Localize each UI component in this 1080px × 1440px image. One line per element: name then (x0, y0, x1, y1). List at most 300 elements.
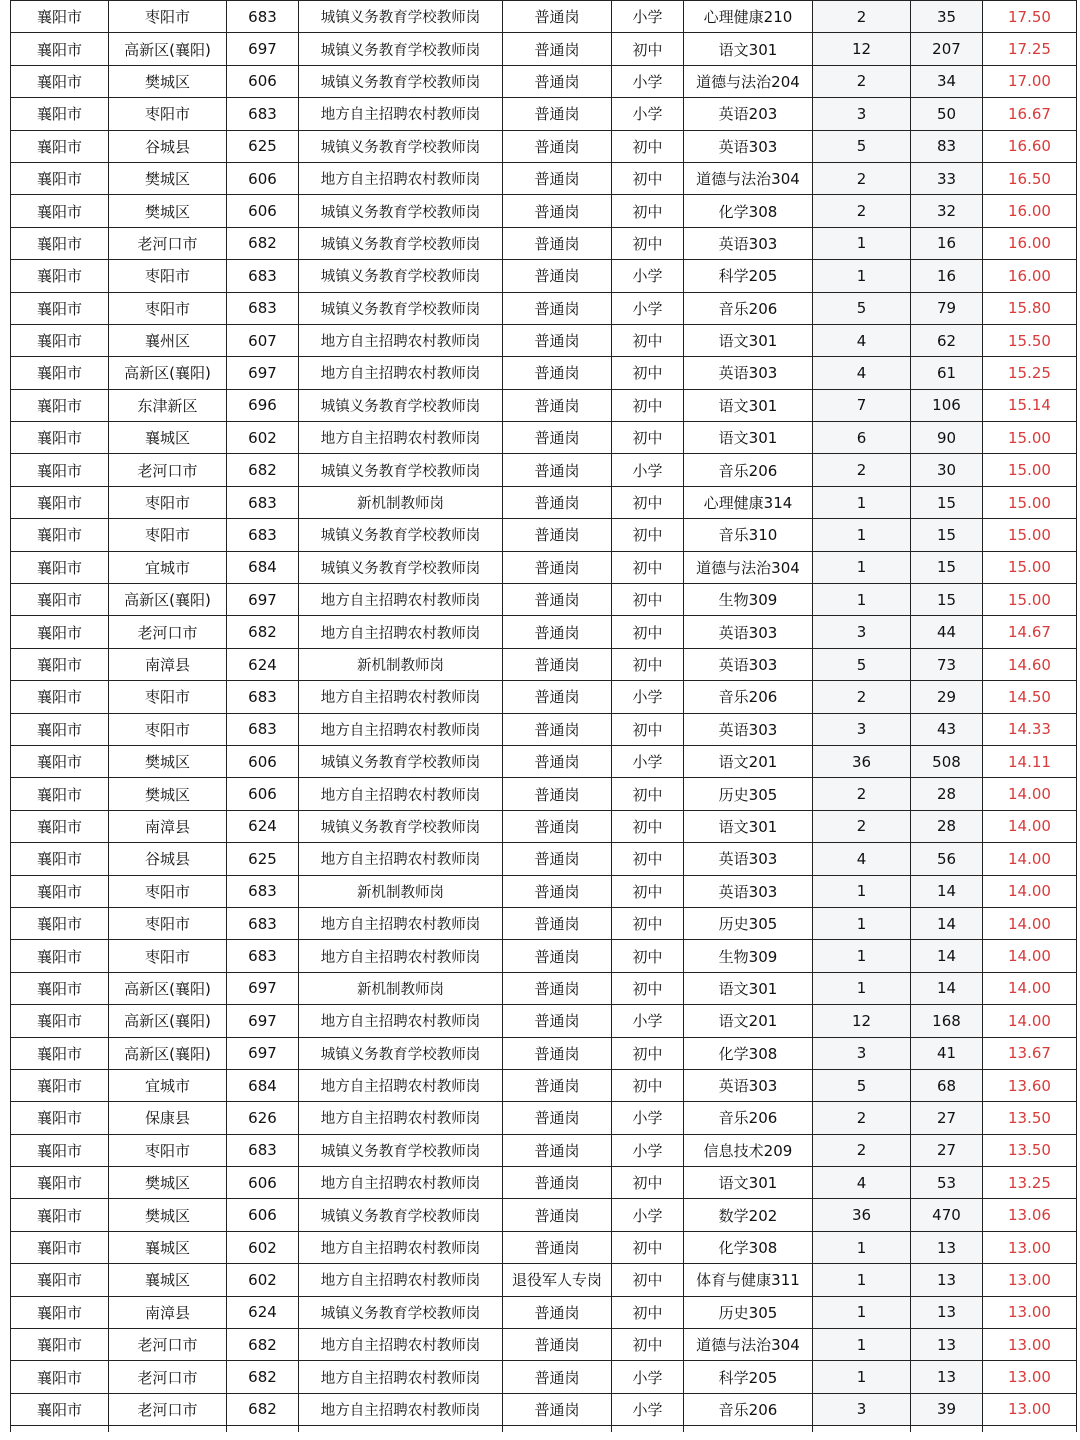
school-level-cell: 初中 (612, 1264, 684, 1296)
code-cell: 624 (227, 810, 299, 842)
code-cell: 683 (227, 1134, 299, 1166)
applicants-cell: 16 (911, 227, 983, 259)
applicants-cell: 62 (911, 324, 983, 356)
positions-cell: 3 (813, 98, 911, 130)
code-cell: 682 (227, 1393, 299, 1425)
table-row (11, 454, 1077, 486)
table-row (11, 98, 1077, 130)
city-cell: 襄阳市 (11, 357, 109, 389)
subject-cell: 英语303 (684, 648, 813, 680)
applicants-cell: 14 (911, 972, 983, 1004)
table-row (11, 810, 1077, 842)
post-category-cell: 普通岗 (503, 292, 612, 324)
applicants-cell: 15 (911, 584, 983, 616)
school-level-cell: 初中 (612, 1296, 684, 1328)
applicants-cell: 41 (911, 1037, 983, 1069)
post-type-cell: 地方自主招聘农村教师岗 (299, 940, 503, 972)
positions-cell: 1 (813, 875, 911, 907)
ratio-cell: 14.00 (983, 1005, 1077, 1037)
school-level-cell: 小学 (612, 1005, 684, 1037)
table-row (11, 324, 1077, 356)
applicants-cell: 13 (911, 1296, 983, 1328)
positions-cell: 36 (813, 745, 911, 777)
code-cell: 626 (227, 1102, 299, 1134)
city-cell: 襄阳市 (11, 422, 109, 454)
post-type-cell: 城镇义务教育学校教师岗 (299, 454, 503, 486)
district-cell: 老河口市 (109, 616, 227, 648)
post-category-cell: 普通岗 (503, 486, 612, 518)
positions-cell: 1 (813, 1329, 911, 1361)
city-cell: 襄阳市 (11, 260, 109, 292)
positions-cell: 2 (813, 162, 911, 194)
subject-cell: 语文301 (684, 1167, 813, 1199)
code-cell: 682 (227, 1329, 299, 1361)
school-level-cell: 初中 (612, 551, 684, 583)
city-cell: 襄阳市 (11, 940, 109, 972)
subject-cell: 道德与法治304 (684, 1329, 813, 1361)
post-type-cell: 地方自主招聘农村教师岗 (299, 1361, 503, 1393)
school-level-cell: 小学 (612, 1361, 684, 1393)
school-level-cell: 初中 (612, 584, 684, 616)
positions-cell: 1 (813, 1361, 911, 1393)
district-cell: 高新区(襄阳) (109, 584, 227, 616)
city-cell: 襄阳市 (11, 551, 109, 583)
applicants-cell: 56 (911, 843, 983, 875)
district-cell: 樊城区 (109, 778, 227, 810)
district-cell: 枣阳市 (109, 681, 227, 713)
city-cell: 襄阳市 (11, 1, 109, 33)
positions-cell: 2 (813, 195, 911, 227)
table-row-cutoff (11, 1426, 1077, 1433)
ratio-cell: 14.33 (983, 713, 1077, 745)
subject-cell: 语文301 (684, 33, 813, 65)
applicants-cell: 61 (911, 357, 983, 389)
positions-cell: 3 (813, 713, 911, 745)
school-level-cell: 初中 (612, 519, 684, 551)
ratio-cell: 13.00 (983, 1231, 1077, 1263)
post-category-cell: 普通岗 (503, 519, 612, 551)
table-row (11, 130, 1077, 162)
post-type-cell: 地方自主招聘农村教师岗 (299, 713, 503, 745)
empty-cell (227, 1426, 299, 1433)
applicants-cell: 34 (911, 65, 983, 97)
subject-cell: 生物309 (684, 584, 813, 616)
table-row (11, 875, 1077, 907)
district-cell: 襄州区 (109, 324, 227, 356)
subject-cell: 英语303 (684, 616, 813, 648)
post-category-cell: 普通岗 (503, 454, 612, 486)
post-category-cell: 普通岗 (503, 98, 612, 130)
code-cell: 602 (227, 422, 299, 454)
table-row (11, 1134, 1077, 1166)
post-category-cell: 普通岗 (503, 778, 612, 810)
applicants-cell: 13 (911, 1329, 983, 1361)
school-level-cell: 初中 (612, 389, 684, 421)
post-category-cell: 普通岗 (503, 648, 612, 680)
ratio-cell: 15.50 (983, 324, 1077, 356)
positions-cell: 4 (813, 324, 911, 356)
school-level-cell: 初中 (612, 778, 684, 810)
city-cell: 襄阳市 (11, 389, 109, 421)
code-cell: 606 (227, 778, 299, 810)
city-cell: 襄阳市 (11, 1329, 109, 1361)
positions-cell: 3 (813, 1037, 911, 1069)
school-level-cell: 初中 (612, 940, 684, 972)
ratio-cell: 16.50 (983, 162, 1077, 194)
post-category-cell: 普通岗 (503, 940, 612, 972)
post-category-cell: 普通岗 (503, 65, 612, 97)
post-category-cell: 普通岗 (503, 130, 612, 162)
subject-cell: 科学205 (684, 260, 813, 292)
table-row (11, 292, 1077, 324)
table-row (11, 162, 1077, 194)
school-level-cell: 初中 (612, 1069, 684, 1101)
post-category-cell: 普通岗 (503, 1296, 612, 1328)
district-cell: 樊城区 (109, 745, 227, 777)
code-cell: 683 (227, 292, 299, 324)
positions-cell: 1 (813, 907, 911, 939)
post-category-cell: 普通岗 (503, 162, 612, 194)
school-level-cell: 初中 (612, 1231, 684, 1263)
subject-cell: 语文201 (684, 1005, 813, 1037)
post-type-cell: 城镇义务教育学校教师岗 (299, 519, 503, 551)
city-cell: 襄阳市 (11, 486, 109, 518)
school-level-cell: 初中 (612, 713, 684, 745)
post-type-cell: 地方自主招聘农村教师岗 (299, 324, 503, 356)
empty-cell (983, 1426, 1077, 1433)
school-level-cell: 小学 (612, 98, 684, 130)
post-category-cell: 普通岗 (503, 1361, 612, 1393)
table-row (11, 1005, 1077, 1037)
post-type-cell: 新机制教师岗 (299, 972, 503, 1004)
table-row (11, 745, 1077, 777)
subject-cell: 音乐310 (684, 519, 813, 551)
post-category-cell: 普通岗 (503, 260, 612, 292)
post-type-cell: 地方自主招聘农村教师岗 (299, 1393, 503, 1425)
post-category-cell: 普通岗 (503, 33, 612, 65)
ratio-cell: 14.00 (983, 810, 1077, 842)
school-level-cell: 初中 (612, 616, 684, 648)
table-row (11, 1167, 1077, 1199)
subject-cell: 科学205 (684, 1361, 813, 1393)
school-level-cell: 初中 (612, 486, 684, 518)
subject-cell: 语文301 (684, 972, 813, 1004)
table-row (11, 1102, 1077, 1134)
school-level-cell: 小学 (612, 1393, 684, 1425)
post-category-cell: 普通岗 (503, 1102, 612, 1134)
subject-cell: 语文201 (684, 745, 813, 777)
city-cell: 襄阳市 (11, 1231, 109, 1263)
city-cell: 襄阳市 (11, 65, 109, 97)
ratio-cell: 13.00 (983, 1264, 1077, 1296)
positions-cell: 12 (813, 33, 911, 65)
positions-cell: 1 (813, 486, 911, 518)
positions-cell: 1 (813, 584, 911, 616)
code-cell: 684 (227, 1069, 299, 1101)
post-type-cell: 城镇义务教育学校教师岗 (299, 551, 503, 583)
positions-cell: 1 (813, 1264, 911, 1296)
city-cell: 襄阳市 (11, 648, 109, 680)
post-type-cell: 地方自主招聘农村教师岗 (299, 357, 503, 389)
school-level-cell: 初中 (612, 907, 684, 939)
school-level-cell: 初中 (612, 357, 684, 389)
post-category-cell: 普通岗 (503, 681, 612, 713)
city-cell: 襄阳市 (11, 745, 109, 777)
applicants-cell: 44 (911, 616, 983, 648)
city-cell: 襄阳市 (11, 584, 109, 616)
post-category-cell: 普通岗 (503, 551, 612, 583)
code-cell: 697 (227, 1005, 299, 1037)
post-category-cell: 普通岗 (503, 972, 612, 1004)
district-cell: 枣阳市 (109, 486, 227, 518)
positions-cell: 1 (813, 260, 911, 292)
code-cell: 684 (227, 551, 299, 583)
district-cell: 老河口市 (109, 454, 227, 486)
subject-cell: 心理健康210 (684, 1, 813, 33)
district-cell: 襄城区 (109, 1231, 227, 1263)
post-category-cell: 普通岗 (503, 616, 612, 648)
empty-cell (11, 1426, 109, 1433)
city-cell: 襄阳市 (11, 1393, 109, 1425)
code-cell: 683 (227, 875, 299, 907)
school-level-cell: 初中 (612, 324, 684, 356)
applicants-cell: 53 (911, 1167, 983, 1199)
table-row (11, 1069, 1077, 1101)
subject-cell: 信息技术209 (684, 1134, 813, 1166)
post-category-cell: 普通岗 (503, 713, 612, 745)
subject-cell: 音乐206 (684, 681, 813, 713)
post-category-cell: 普通岗 (503, 389, 612, 421)
school-level-cell: 初中 (612, 1329, 684, 1361)
subject-cell: 体育与健康311 (684, 1264, 813, 1296)
school-level-cell: 初中 (612, 227, 684, 259)
code-cell: 683 (227, 1, 299, 33)
ratio-cell: 13.50 (983, 1134, 1077, 1166)
city-cell: 襄阳市 (11, 195, 109, 227)
post-type-cell: 城镇义务教育学校教师岗 (299, 1, 503, 33)
table-row (11, 972, 1077, 1004)
table-body (11, 1, 1077, 1433)
table-row (11, 940, 1077, 972)
code-cell: 625 (227, 843, 299, 875)
district-cell: 老河口市 (109, 1329, 227, 1361)
applicants-cell: 14 (911, 907, 983, 939)
applicants-cell: 73 (911, 648, 983, 680)
code-cell: 625 (227, 130, 299, 162)
positions-cell: 2 (813, 681, 911, 713)
table-row (11, 1199, 1077, 1231)
district-cell: 宜城市 (109, 1069, 227, 1101)
district-cell: 南漳县 (109, 648, 227, 680)
positions-cell: 4 (813, 843, 911, 875)
post-category-cell: 普通岗 (503, 875, 612, 907)
school-level-cell: 小学 (612, 1102, 684, 1134)
subject-cell: 英语303 (684, 1069, 813, 1101)
city-cell: 襄阳市 (11, 324, 109, 356)
post-type-cell: 地方自主招聘农村教师岗 (299, 98, 503, 130)
subject-cell: 英语303 (684, 357, 813, 389)
school-level-cell: 小学 (612, 1199, 684, 1231)
school-level-cell: 小学 (612, 745, 684, 777)
city-cell: 襄阳市 (11, 616, 109, 648)
post-type-cell: 地方自主招聘农村教师岗 (299, 778, 503, 810)
post-category-cell: 普通岗 (503, 324, 612, 356)
subject-cell: 化学308 (684, 195, 813, 227)
post-type-cell: 城镇义务教育学校教师岗 (299, 195, 503, 227)
positions-cell: 7 (813, 389, 911, 421)
applicants-cell: 43 (911, 713, 983, 745)
ratio-cell: 13.06 (983, 1199, 1077, 1231)
code-cell: 602 (227, 1264, 299, 1296)
school-level-cell: 初中 (612, 843, 684, 875)
positions-cell: 5 (813, 292, 911, 324)
applicants-cell: 14 (911, 940, 983, 972)
subject-cell: 历史305 (684, 778, 813, 810)
recruitment-ratio-table (10, 0, 1077, 1432)
district-cell: 枣阳市 (109, 713, 227, 745)
district-cell: 南漳县 (109, 1296, 227, 1328)
post-type-cell: 城镇义务教育学校教师岗 (299, 389, 503, 421)
ratio-cell: 13.00 (983, 1296, 1077, 1328)
code-cell: 683 (227, 907, 299, 939)
applicants-cell: 32 (911, 195, 983, 227)
ratio-cell: 15.00 (983, 422, 1077, 454)
city-cell: 襄阳市 (11, 33, 109, 65)
city-cell: 襄阳市 (11, 1102, 109, 1134)
code-cell: 683 (227, 940, 299, 972)
positions-cell: 12 (813, 1005, 911, 1037)
table-row (11, 1361, 1077, 1393)
code-cell: 697 (227, 357, 299, 389)
district-cell: 枣阳市 (109, 940, 227, 972)
post-category-cell: 普通岗 (503, 907, 612, 939)
code-cell: 624 (227, 1296, 299, 1328)
school-level-cell: 初中 (612, 130, 684, 162)
post-type-cell: 地方自主招聘农村教师岗 (299, 907, 503, 939)
city-cell: 襄阳市 (11, 292, 109, 324)
district-cell: 枣阳市 (109, 292, 227, 324)
city-cell: 襄阳市 (11, 519, 109, 551)
ratio-cell: 13.67 (983, 1037, 1077, 1069)
empty-cell (612, 1426, 684, 1433)
school-level-cell: 初中 (612, 1167, 684, 1199)
subject-cell: 数学202 (684, 1199, 813, 1231)
school-level-cell: 初中 (612, 648, 684, 680)
code-cell: 606 (227, 65, 299, 97)
positions-cell: 6 (813, 422, 911, 454)
district-cell: 谷城县 (109, 843, 227, 875)
code-cell: 682 (227, 1361, 299, 1393)
table-row (11, 65, 1077, 97)
post-type-cell: 新机制教师岗 (299, 486, 503, 518)
post-type-cell: 地方自主招聘农村教师岗 (299, 584, 503, 616)
code-cell: 624 (227, 648, 299, 680)
post-category-cell: 普通岗 (503, 584, 612, 616)
positions-cell: 2 (813, 454, 911, 486)
post-type-cell: 新机制教师岗 (299, 875, 503, 907)
post-category-cell: 普通岗 (503, 843, 612, 875)
ratio-cell: 13.00 (983, 1393, 1077, 1425)
positions-cell: 1 (813, 227, 911, 259)
positions-cell: 1 (813, 972, 911, 1004)
school-level-cell: 初中 (612, 875, 684, 907)
empty-cell (813, 1426, 911, 1433)
post-category-cell: 退役军人专岗 (503, 1264, 612, 1296)
post-type-cell: 地方自主招聘农村教师岗 (299, 843, 503, 875)
ratio-cell: 16.60 (983, 130, 1077, 162)
applicants-cell: 83 (911, 130, 983, 162)
post-type-cell: 城镇义务教育学校教师岗 (299, 292, 503, 324)
subject-cell: 英语303 (684, 713, 813, 745)
post-type-cell: 城镇义务教育学校教师岗 (299, 745, 503, 777)
positions-cell: 3 (813, 616, 911, 648)
table-row (11, 33, 1077, 65)
ratio-cell: 17.50 (983, 1, 1077, 33)
post-type-cell: 城镇义务教育学校教师岗 (299, 1134, 503, 1166)
district-cell: 樊城区 (109, 1199, 227, 1231)
post-type-cell: 城镇义务教育学校教师岗 (299, 65, 503, 97)
district-cell: 老河口市 (109, 1361, 227, 1393)
positions-cell: 1 (813, 551, 911, 583)
ratio-cell: 13.50 (983, 1102, 1077, 1134)
post-category-cell: 普通岗 (503, 227, 612, 259)
ratio-cell: 14.00 (983, 907, 1077, 939)
table-row (11, 519, 1077, 551)
subject-cell: 历史305 (684, 907, 813, 939)
positions-cell: 36 (813, 1199, 911, 1231)
table-row (11, 227, 1077, 259)
applicants-cell: 90 (911, 422, 983, 454)
table-row (11, 260, 1077, 292)
district-cell: 高新区(襄阳) (109, 1037, 227, 1069)
ratio-cell: 13.00 (983, 1361, 1077, 1393)
table-row (11, 1264, 1077, 1296)
ratio-cell: 17.00 (983, 65, 1077, 97)
empty-cell (299, 1426, 503, 1433)
table-row (11, 357, 1077, 389)
city-cell: 襄阳市 (11, 130, 109, 162)
subject-cell: 语文301 (684, 389, 813, 421)
subject-cell: 音乐206 (684, 454, 813, 486)
subject-cell: 心理健康314 (684, 486, 813, 518)
post-type-cell: 地方自主招聘农村教师岗 (299, 1069, 503, 1101)
positions-cell: 2 (813, 65, 911, 97)
table-row (11, 389, 1077, 421)
post-category-cell: 普通岗 (503, 1393, 612, 1425)
positions-cell: 3 (813, 1393, 911, 1425)
school-level-cell: 小学 (612, 681, 684, 713)
district-cell: 枣阳市 (109, 1, 227, 33)
city-cell: 襄阳市 (11, 875, 109, 907)
applicants-cell: 207 (911, 33, 983, 65)
school-level-cell: 小学 (612, 1, 684, 33)
city-cell: 襄阳市 (11, 713, 109, 745)
ratio-cell: 13.25 (983, 1167, 1077, 1199)
post-category-cell: 普通岗 (503, 1069, 612, 1101)
code-cell: 683 (227, 98, 299, 130)
district-cell: 老河口市 (109, 1393, 227, 1425)
post-type-cell: 地方自主招聘农村教师岗 (299, 1264, 503, 1296)
applicants-cell: 35 (911, 1, 983, 33)
code-cell: 602 (227, 1231, 299, 1263)
district-cell: 高新区(襄阳) (109, 357, 227, 389)
post-type-cell: 地方自主招聘农村教师岗 (299, 1167, 503, 1199)
city-cell: 襄阳市 (11, 162, 109, 194)
district-cell: 枣阳市 (109, 907, 227, 939)
post-type-cell: 城镇义务教育学校教师岗 (299, 227, 503, 259)
code-cell: 606 (227, 745, 299, 777)
school-level-cell: 初中 (612, 195, 684, 227)
